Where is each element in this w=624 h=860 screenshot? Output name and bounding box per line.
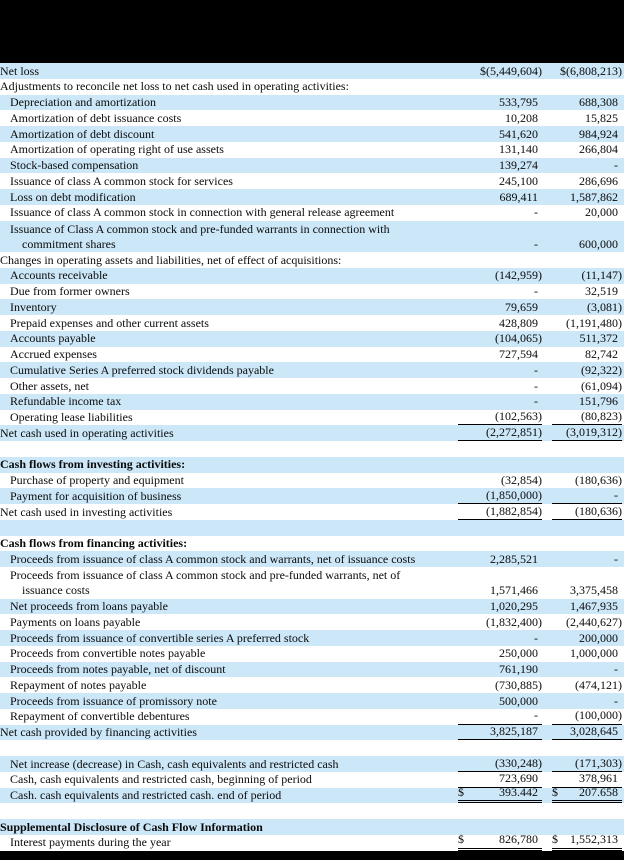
value-col2 xyxy=(552,63,622,79)
value-text: 727,594 xyxy=(499,347,538,362)
value-col1 xyxy=(458,662,542,678)
table-row xyxy=(0,646,624,662)
value-text: 761,190 xyxy=(499,662,538,677)
value-text: 500,000 xyxy=(499,693,538,708)
table-row xyxy=(0,725,624,741)
value-text: (1,850,000) xyxy=(486,487,542,502)
value-text: (2,440,627) xyxy=(566,614,622,629)
value-text: (180,636) xyxy=(575,473,622,488)
table-row xyxy=(0,614,624,630)
table-row xyxy=(0,268,624,284)
value-text: 428,809 xyxy=(499,315,538,330)
row-label: Amortization of operating right of use assets xyxy=(10,142,224,157)
value-col1 xyxy=(458,63,542,79)
value-col2 xyxy=(552,803,622,819)
value-text: - xyxy=(614,158,618,173)
value-text: 533,795 xyxy=(499,95,538,110)
value-text: 1,020,295 xyxy=(490,599,538,614)
row-label-line2: issuance costs xyxy=(22,583,90,598)
value-text: 511,372 xyxy=(579,331,618,346)
value-col1 xyxy=(458,110,542,126)
value-col1 xyxy=(458,299,542,315)
value-col2 xyxy=(552,331,622,347)
value-text: (171,303) xyxy=(575,755,622,770)
value-col1 xyxy=(458,252,542,268)
value-col2 xyxy=(552,299,622,315)
value-text: 3,028,645 xyxy=(570,724,618,739)
row-label-line1: Issuance of Class A common stock and pre-funded warrants in connection with xyxy=(10,221,390,236)
value-col1 xyxy=(458,205,542,221)
value-col2 xyxy=(552,646,622,662)
value-col1 xyxy=(458,473,542,489)
table-row xyxy=(0,331,624,347)
table-row xyxy=(0,205,624,221)
value-col1 xyxy=(458,95,542,111)
value-col2 xyxy=(552,126,622,142)
value-col1 xyxy=(458,378,542,394)
value-text: 600,000 xyxy=(579,236,618,251)
row-label: Due from former owners xyxy=(10,284,130,299)
value-col1 xyxy=(458,693,542,709)
value-col2 xyxy=(552,158,622,174)
row-label: Proceeds from issuance of convertible series A preferred stock xyxy=(10,630,310,645)
row-label: Prepaid expenses and other current assets xyxy=(10,315,209,330)
row-label-line1: Proceeds from issuance of class A common stock and pre-funded warrants, net of xyxy=(10,568,401,583)
value-col1 xyxy=(458,362,542,378)
row-label: Refundable income tax xyxy=(10,394,122,409)
value-text: 32,519 xyxy=(585,284,618,299)
dollar-sign: $ xyxy=(458,785,464,800)
blank-row xyxy=(0,740,624,756)
row-label: Supplemental Disclosure of Cash Flow Information xyxy=(0,819,263,834)
value-text: 1,467,935 xyxy=(570,599,618,614)
table-row xyxy=(0,315,624,331)
value-col2 xyxy=(552,725,622,741)
value-text: 984,924 xyxy=(579,126,618,141)
value-text: (1,191,480) xyxy=(566,315,622,330)
table-row xyxy=(0,347,624,363)
blank-row xyxy=(0,520,624,536)
value-col1 xyxy=(458,709,542,725)
row-label: Interest payments during the year xyxy=(10,835,171,850)
value-col2 xyxy=(552,677,622,693)
value-text: 15,825 xyxy=(585,110,618,125)
table-row xyxy=(0,599,624,615)
blank-row xyxy=(0,441,624,457)
value-text: (730,885) xyxy=(495,677,542,692)
value-text: 378,961 xyxy=(579,771,618,786)
table-row xyxy=(0,630,624,646)
value-text: - xyxy=(614,487,618,502)
value-col1 xyxy=(458,394,542,410)
value-col1 xyxy=(458,614,542,630)
value-text: (180,636) xyxy=(575,503,622,518)
value-text: - xyxy=(534,284,538,299)
row-label: Net proceeds from loans payable xyxy=(10,599,168,614)
value-col2 xyxy=(552,79,622,95)
row-label: Accrued expenses xyxy=(10,347,97,362)
value-col1 xyxy=(458,173,542,189)
value-col1 xyxy=(458,756,542,772)
value-text: 2,285,521 xyxy=(490,551,538,566)
row-label: Stock-based compensation xyxy=(10,158,139,173)
table-row xyxy=(0,785,624,804)
value-text: - xyxy=(614,662,618,677)
table-row xyxy=(0,425,624,441)
row-label: Proceeds from notes payable, net of discount xyxy=(10,662,226,677)
row-label: Accounts payable xyxy=(10,331,96,346)
value-text: 200,000 xyxy=(579,630,618,645)
value-text: 245,100 xyxy=(499,173,538,188)
row-label: Payment for acquisition of business xyxy=(10,488,182,503)
value-text: - xyxy=(534,630,538,645)
value-col2 xyxy=(552,205,622,221)
value-text: 266,804 xyxy=(579,142,618,157)
table-row xyxy=(0,756,624,772)
value-text: 3,825,187 xyxy=(490,724,538,739)
value-col1 xyxy=(458,441,542,457)
row-label: Proceeds from issuance of promissory note xyxy=(10,693,217,708)
row-label: Cash, cash equivalents and restricted cash, beginning of period xyxy=(10,772,312,787)
value-col2 xyxy=(552,457,622,473)
row-label: Net increase (decrease) in Cash, cash equivalents and restricted cash xyxy=(10,756,339,771)
value-col2 xyxy=(552,662,622,678)
value-text: (92,322) xyxy=(581,362,622,377)
value-col1 xyxy=(458,520,542,536)
row-label: Net loss xyxy=(0,63,39,78)
value-text: - xyxy=(614,551,618,566)
table-row xyxy=(0,79,624,95)
table-row xyxy=(0,284,624,300)
value-text: (3,081) xyxy=(587,299,622,314)
value-text: 1,587,862 xyxy=(570,189,618,204)
value-col2 xyxy=(552,756,622,772)
value-col2 xyxy=(552,693,622,709)
row-label: Proceeds from issuance of class A common stock and warrants, net of issuance costs xyxy=(10,551,416,566)
value-text: (32,854) xyxy=(501,473,542,488)
value-text: 151,796 xyxy=(579,394,618,409)
value-col2 xyxy=(552,520,622,536)
value-col2 xyxy=(552,425,622,441)
value-col2 xyxy=(552,394,622,410)
dollar-sign: $ xyxy=(552,832,558,847)
row-label: Changes in operating assets and liabilities, net of effect of acquisitions: xyxy=(0,252,342,267)
value-col2 xyxy=(552,142,622,158)
table-row xyxy=(0,63,624,79)
value-text: 541,620 xyxy=(499,126,538,141)
table-row xyxy=(0,662,624,678)
value-col2 xyxy=(552,709,622,725)
value-col1 xyxy=(458,425,542,441)
blank-row xyxy=(0,803,624,819)
value-text: 1,552,313 xyxy=(570,832,618,847)
table-row xyxy=(0,126,624,142)
value-text: (102,563) xyxy=(495,409,542,424)
row-label: Issuance of class A common stock in connection with general release agreement xyxy=(10,205,395,220)
value-text: 688,308 xyxy=(579,95,618,110)
table-row xyxy=(0,410,624,426)
value-text: 20,000 xyxy=(585,205,618,220)
table-row xyxy=(0,378,624,394)
value-text: (1,882,854) xyxy=(486,503,542,518)
value-col1 xyxy=(458,803,542,819)
value-col1 xyxy=(458,599,542,615)
value-text: 250,000 xyxy=(499,646,538,661)
value-text: 131,140 xyxy=(499,142,538,157)
value-col1 xyxy=(458,410,542,426)
value-col2 xyxy=(552,785,622,804)
row-label: Issuance of class A common stock for services xyxy=(10,173,233,188)
section-header-row xyxy=(0,536,624,552)
row-label: Payments on loans payable xyxy=(10,614,141,629)
value-col1 xyxy=(458,79,542,95)
redacted-header-bar xyxy=(0,0,624,63)
table-row xyxy=(0,488,624,504)
value-col2 xyxy=(552,473,622,489)
value-col2 xyxy=(552,567,622,599)
value-text: 3,375,458 xyxy=(570,583,618,598)
value-text: (2,272,851) xyxy=(486,424,542,439)
row-label: Repayment of convertible debentures xyxy=(10,709,190,724)
value-text: - xyxy=(534,236,538,251)
value-text: 1,571,466 xyxy=(490,583,538,598)
table-row xyxy=(0,693,624,709)
value-col2 xyxy=(552,630,622,646)
value-text: (1,832,400) xyxy=(486,614,542,629)
value-col1 xyxy=(458,630,542,646)
value-col1 xyxy=(458,189,542,205)
value-text: - xyxy=(534,362,538,377)
row-label: Purchase of property and equipment xyxy=(10,473,184,488)
table-row xyxy=(0,677,624,693)
value-col2 xyxy=(552,536,622,552)
table-row xyxy=(0,299,624,315)
value-col1 xyxy=(458,725,542,741)
row-label: Inventory xyxy=(10,299,57,314)
value-text: (11,147) xyxy=(581,268,622,283)
value-col1 xyxy=(458,504,542,520)
value-col1 xyxy=(458,646,542,662)
row-label: Accounts receivable xyxy=(10,268,108,283)
table-row xyxy=(0,362,624,378)
row-label: Cash flows from financing activities: xyxy=(0,536,188,551)
value-col2 xyxy=(552,110,622,126)
value-text: $(5,449,604) xyxy=(480,63,542,78)
value-col1 xyxy=(458,832,542,851)
value-col2 xyxy=(552,378,622,394)
cash-flow-statement-table xyxy=(0,63,624,851)
value-col2 xyxy=(552,268,622,284)
value-text: - xyxy=(534,378,538,393)
row-label: Cumulative Series A preferred stock dividends payable xyxy=(10,362,274,377)
table-row xyxy=(0,189,624,205)
table-row xyxy=(0,173,624,189)
value-col1 xyxy=(458,785,542,804)
row-label: Cash flows from investing activities: xyxy=(0,457,186,472)
value-col1 xyxy=(458,158,542,174)
value-col1 xyxy=(458,347,542,363)
table-row xyxy=(0,110,624,126)
value-text: - xyxy=(614,693,618,708)
value-col1 xyxy=(458,142,542,158)
value-col1 xyxy=(458,567,542,599)
value-col1 xyxy=(458,221,542,253)
table-row xyxy=(0,142,624,158)
value-col1 xyxy=(458,126,542,142)
table-row xyxy=(0,709,624,725)
value-col2 xyxy=(552,362,622,378)
value-col1 xyxy=(458,315,542,331)
value-col2 xyxy=(552,173,622,189)
value-col1 xyxy=(458,551,542,567)
value-text: 689,411 xyxy=(499,189,538,204)
value-col2 xyxy=(552,504,622,520)
value-text: - xyxy=(534,205,538,220)
table-bottom-border xyxy=(0,851,624,860)
section-header-row xyxy=(0,457,624,473)
value-col1 xyxy=(458,268,542,284)
row-label: Amortization of debt issuance costs xyxy=(10,110,182,125)
value-text: 139,274 xyxy=(499,158,538,173)
value-text: - xyxy=(534,394,538,409)
value-text: 79,659 xyxy=(505,299,538,314)
table-row xyxy=(0,567,624,599)
value-text: (330,248) xyxy=(495,755,542,770)
row-label: Loss on debt modification xyxy=(10,189,136,204)
value-col2 xyxy=(552,599,622,615)
value-col2 xyxy=(552,614,622,630)
value-col2 xyxy=(552,284,622,300)
value-text: (474,121) xyxy=(575,677,622,692)
value-col2 xyxy=(552,221,622,253)
value-text: (142,959) xyxy=(495,268,542,283)
value-text: 723,690 xyxy=(499,771,538,786)
value-text: - xyxy=(534,708,538,723)
value-text: (80,823) xyxy=(581,409,622,424)
table-row xyxy=(0,158,624,174)
row-label: Operating lease liabilities xyxy=(10,410,133,425)
value-col2 xyxy=(552,488,622,504)
value-col2 xyxy=(552,740,622,756)
value-text: (104,065) xyxy=(495,331,542,346)
row-label: Adjustments to reconcile net loss to net cash used in operating activities: xyxy=(0,79,349,94)
row-label: Proceeds from convertible notes payable xyxy=(10,646,206,661)
dollar-sign: $ xyxy=(552,785,558,800)
value-col1 xyxy=(458,284,542,300)
value-col2 xyxy=(552,347,622,363)
value-col2 xyxy=(552,189,622,205)
table-row xyxy=(0,95,624,111)
value-col2 xyxy=(552,315,622,331)
row-label xyxy=(0,222,458,252)
value-text: $(6,808,213) xyxy=(560,63,622,78)
table-row xyxy=(0,394,624,410)
value-text: (61,094) xyxy=(581,378,622,393)
table-row xyxy=(0,473,624,489)
row-label: Net cash used in investing activities xyxy=(0,504,173,519)
value-text: (3,019,312) xyxy=(566,424,622,439)
row-label: Other assets, net xyxy=(10,378,89,393)
value-text: 82,742 xyxy=(585,347,618,362)
value-col1 xyxy=(458,488,542,504)
row-label-line2: commitment shares xyxy=(22,236,116,251)
value-col2 xyxy=(552,551,622,567)
row-label: Cash. cash equivalents and restricted cash. end of period xyxy=(10,788,282,803)
value-col1 xyxy=(458,677,542,693)
table-row xyxy=(0,832,624,851)
table-row xyxy=(0,252,624,268)
value-col2 xyxy=(552,832,622,851)
value-text: (100,000) xyxy=(575,708,622,723)
value-col1 xyxy=(458,457,542,473)
dollar-sign: $ xyxy=(458,832,464,847)
value-text: 393.442 xyxy=(499,785,538,800)
table-row xyxy=(0,221,624,253)
row-label: Amortization of debt discount xyxy=(10,126,155,141)
row-label: Repayment of notes payable xyxy=(10,677,147,692)
value-text: 1,000,000 xyxy=(570,646,618,661)
value-col1 xyxy=(458,536,542,552)
value-text: 826,780 xyxy=(499,832,538,847)
value-col2 xyxy=(552,441,622,457)
table-row xyxy=(0,504,624,520)
row-label xyxy=(0,568,458,598)
value-col2 xyxy=(552,252,622,268)
value-text: 207.658 xyxy=(579,785,618,800)
row-label: Net cash provided by financing activities xyxy=(0,725,197,740)
value-text: 286,696 xyxy=(579,173,618,188)
value-col1 xyxy=(458,331,542,347)
value-col1 xyxy=(458,740,542,756)
value-text: 10,208 xyxy=(505,110,538,125)
row-label: Depreciation and amortization xyxy=(10,95,156,110)
table-row xyxy=(0,551,624,567)
row-label: Net cash used in operating activities xyxy=(0,425,174,440)
value-col2 xyxy=(552,95,622,111)
value-col2 xyxy=(552,410,622,426)
